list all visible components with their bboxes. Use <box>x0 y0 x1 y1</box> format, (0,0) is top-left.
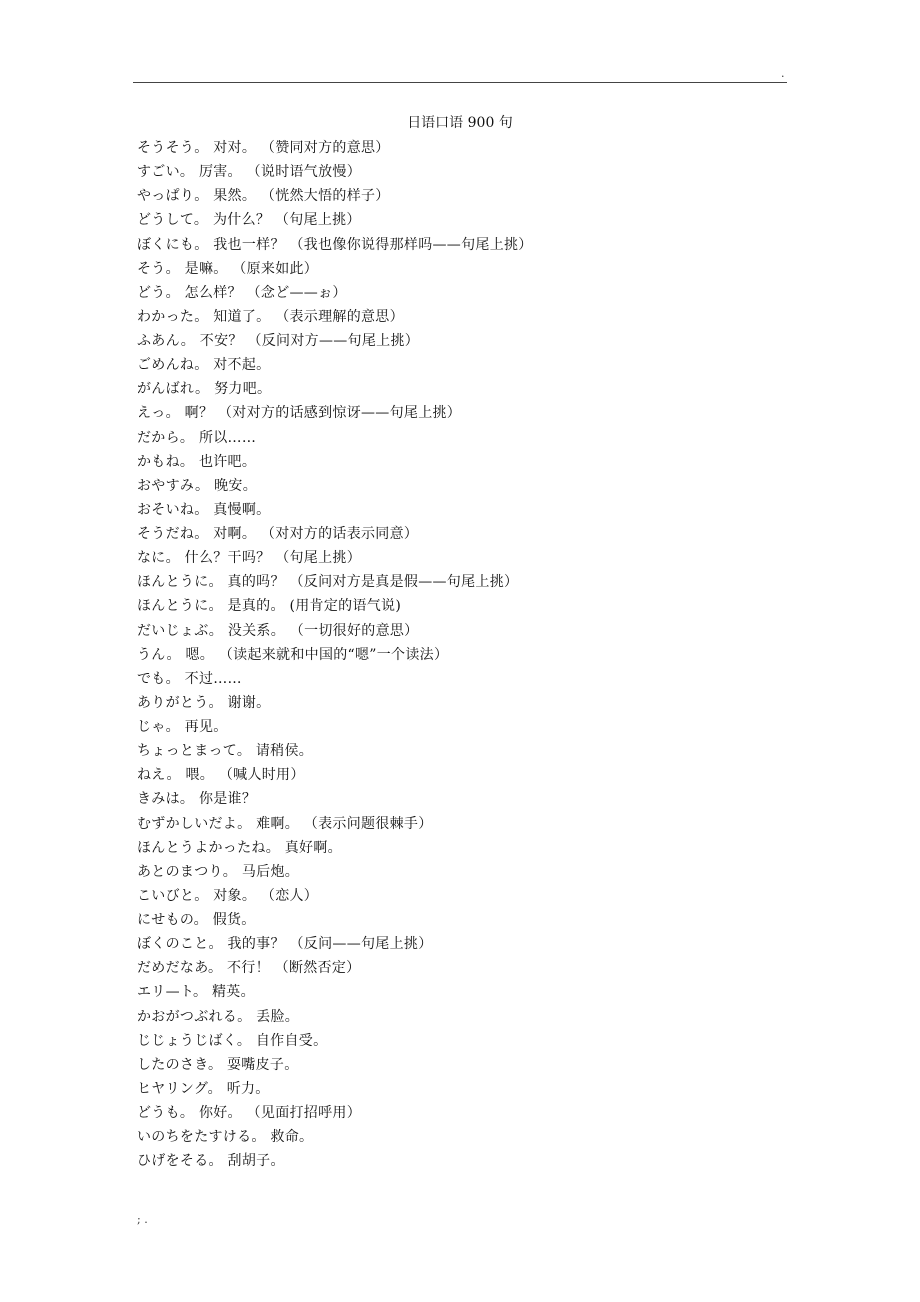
phrase-line: あとのまつり。 马后炮。 <box>137 863 300 880</box>
phrase-line: かもね。 也许吧。 <box>137 453 257 470</box>
phrase-line: おそいね。 真慢啊。 <box>137 501 271 518</box>
phrase-list <box>137 138 533 1175</box>
phrase-line: ほんとうに。 真的吗？ （反问对方是真是假——句尾上挑） <box>137 574 519 591</box>
phrase-line: じゃ。 再见。 <box>137 719 228 735</box>
header-rule <box>133 82 787 83</box>
phrase-line: そう。 是嘛。 （原来如此） <box>137 260 319 277</box>
phrase-line: むずかしいだよ。 难啊。 （表示问题很棘手） <box>137 815 433 832</box>
phrase-line: ほんとうに。 是真的。 (用肯定的语气说) <box>137 598 402 615</box>
phrase-line: どうも。 你好。 （见面打招呼用） <box>137 1105 361 1121</box>
phrase-line: きみは。 你是谁？ <box>137 791 257 808</box>
phrase-line: ひげをそる。 刮胡子。 <box>137 1153 285 1170</box>
footer-mark: ; . <box>137 1213 148 1226</box>
phrase-line: ふあん。 不安？ （反问对方——句尾上挑） <box>137 333 420 349</box>
phrase-line: エリ—ト。 精英。 <box>137 984 255 1001</box>
phrase-line: わかった。 知道了。 （表示理解的意思） <box>137 308 404 325</box>
phrase-line: やっぱり。 果然。 （恍然大悟的样子） <box>137 188 390 205</box>
phrase-line: すごい。 厉害。 （说时语气放慢） <box>137 164 361 181</box>
phrase-line: したのさき。 耍嘴皮子。 <box>137 1056 299 1073</box>
phrase-line: ごめんね。 对不起。 <box>137 357 271 374</box>
header-mark: . <box>781 67 785 80</box>
phrase-line: がんばれ。 努力吧。 <box>137 381 272 398</box>
phrase-line: うん。 嗯。 （读起来就和中国的“嗯”一个读法） <box>137 646 449 663</box>
phrase-line: そうそう。 对对。 （赞同对方的意思） <box>137 140 390 156</box>
phrase-line: だめだなあ。 不行！ （断然否定） <box>137 960 361 977</box>
phrase-line: にせもの。 假货。 <box>137 912 256 928</box>
phrase-line: でも。 不过…… <box>137 670 242 687</box>
phrase-line: だから。 所以…… <box>137 429 257 446</box>
phrase-line: こいびと。 对象。 （恋人） <box>137 887 319 904</box>
phrase-line: いのちをたすける。 救命。 <box>137 1129 314 1146</box>
phrase-line: ほんとうよかったね。 真好啊。 <box>137 839 342 856</box>
phrase-line: だいじょぶ。 没关系。 （一切很好的意思） <box>137 622 419 639</box>
phrase-line: ちょっとまって。 请稍侯。 <box>137 743 314 760</box>
phrase-line: ありがとう。 谢谢。 <box>137 694 271 711</box>
phrase-line: じじょうじばく。 自作自受。 <box>137 1032 328 1049</box>
phrase-line: えっ。 啊？ （对对方的话感到惊讶——句尾上挑） <box>137 405 462 422</box>
phrase-line: かおがつぶれる。 丢脸。 <box>137 1008 300 1025</box>
phrase-line: ねえ。 喂。 （喊人时用） <box>137 767 305 784</box>
phrase-line: なに。 什么？干吗？ （句尾上挑） <box>137 550 361 567</box>
phrase-line: おやすみ。 晚安。 <box>137 477 257 494</box>
page-title: 日语口语 900 句 <box>407 115 513 131</box>
phrase-line: ヒヤリング。 听力。 <box>137 1080 270 1097</box>
phrase-line: そうだね。 对啊。 （对对方的话表示同意） <box>137 526 419 542</box>
phrase-line: ぼくのこと。 我的事？ （反问——句尾上挑） <box>137 936 433 953</box>
phrase-line: どうして。 为什么？ （句尾上挑） <box>137 212 361 229</box>
phrase-line: ぼくにも。 我也一样？ （我也像你说得那样吗——句尾上挑） <box>137 236 533 253</box>
phrase-line: どう。 怎么样？ （念ど——ぉ） <box>137 284 347 301</box>
